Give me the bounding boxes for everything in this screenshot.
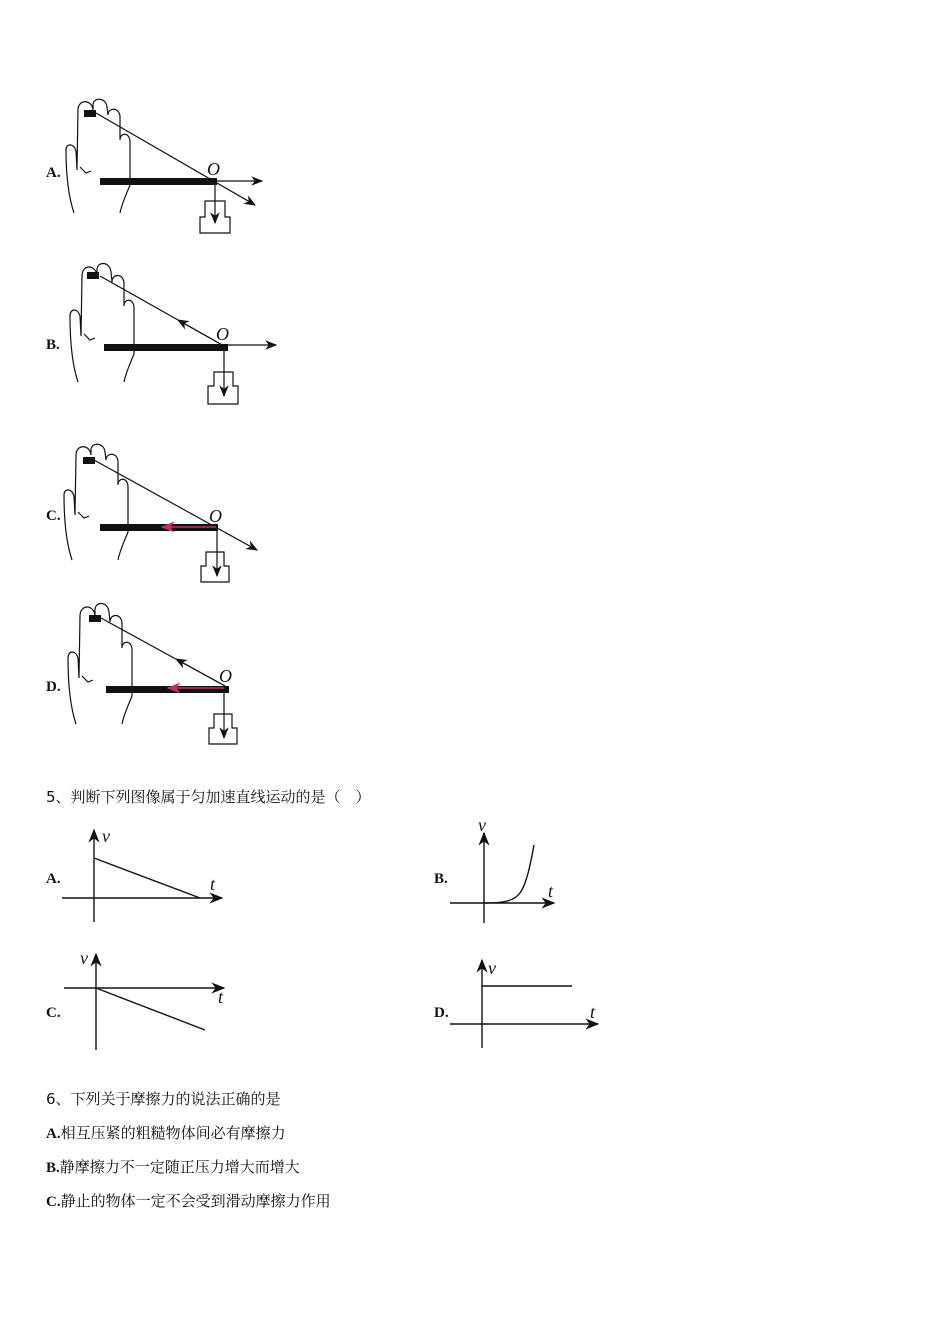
q6-option-a	[46, 1122, 286, 1143]
x-axis-label: t	[590, 1002, 596, 1022]
x-axis-label: t	[548, 881, 554, 901]
weight-icon	[201, 552, 229, 582]
x-axis-label: t	[218, 987, 224, 1007]
point-o: O	[219, 666, 232, 686]
q5-option-d-graph	[448, 952, 608, 1052]
q4-option-d-figure	[62, 598, 277, 750]
weight-icon	[209, 714, 237, 744]
q4-option-b-figure	[64, 258, 289, 408]
q6-option-c-label: C.	[46, 1194, 61, 1210]
q6-option-c	[46, 1190, 331, 1211]
q5-option-a-graph	[60, 822, 235, 927]
q4-option-a-label: A.	[46, 165, 61, 181]
q5-option-a-label: A.	[46, 871, 61, 887]
q6-option-a-text: 相互压紧的粗糙物体间必有摩擦力	[60, 1124, 286, 1142]
q4-option-d-label: D.	[46, 679, 61, 695]
y-axis-label: v	[80, 948, 88, 968]
y-axis-label: v	[478, 815, 486, 835]
series-line	[96, 988, 205, 1030]
q6-stem: 6、下列关于摩擦力的说法正确的是	[46, 1090, 281, 1108]
y-axis-label: v	[102, 826, 110, 846]
q5-option-b-label: B.	[434, 871, 448, 887]
hand-icon	[70, 263, 134, 382]
series-line	[94, 858, 200, 898]
q6-option-b-label: B.	[46, 1160, 60, 1176]
y-axis-label: v	[488, 958, 496, 978]
q6-option-a-label: A.	[46, 1126, 61, 1142]
q5-option-b-graph	[448, 815, 568, 925]
hand-icon	[66, 99, 130, 213]
x-axis-label: t	[210, 874, 216, 894]
q5-stem: 5、判断下列图像属于匀加速直线运动的是（ ）	[46, 788, 371, 806]
series-line	[484, 845, 534, 903]
q4-option-a-figure	[60, 95, 280, 240]
q5-option-c-graph	[60, 948, 235, 1053]
q5-option-d-label: D.	[434, 1005, 449, 1021]
q6-option-b	[46, 1156, 300, 1177]
q6-option-b-text: 静摩擦力不一定随正压力增大而增大	[59, 1158, 300, 1176]
q4-option-c-label: C.	[46, 508, 61, 524]
point-o: O	[207, 159, 220, 179]
q5-option-c-label: C.	[46, 1005, 61, 1021]
weight-icon	[208, 372, 238, 404]
point-o: O	[209, 506, 222, 526]
point-o: O	[216, 324, 229, 344]
q4-option-c-figure	[58, 440, 273, 588]
q6-option-c-text: 静止的物体一定不会受到滑动摩擦力作用	[60, 1192, 331, 1210]
q4-option-b-label: B.	[46, 337, 60, 353]
